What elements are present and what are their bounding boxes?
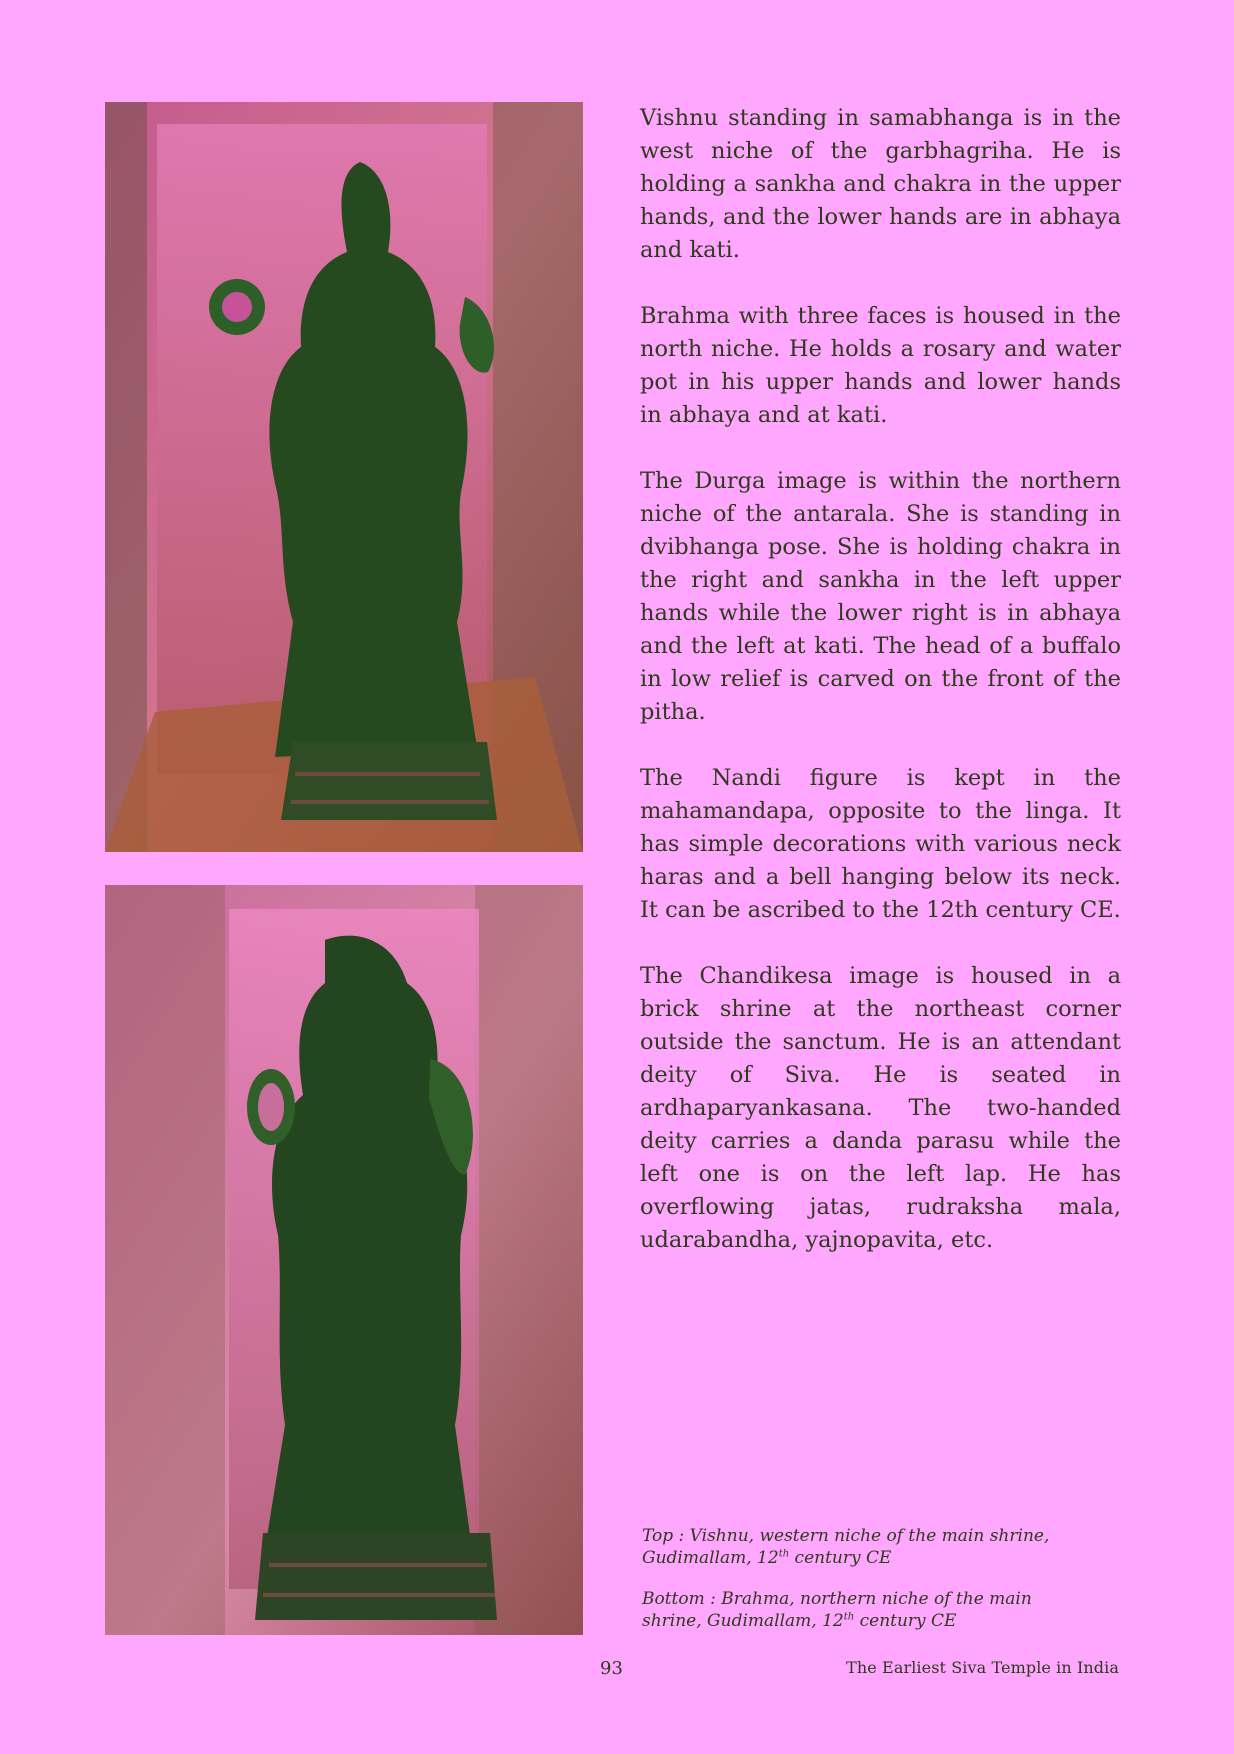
page-number: 93 bbox=[600, 1658, 623, 1679]
paragraph-vishnu: Vishnu standing in samabhanga is in the west niche of the garbhagriha. He is holding a sankha and chakra in the upper hands, and the lower hands are in abhaya and kati. bbox=[640, 105, 1121, 263]
book-title: The Earliest Siva Temple in India bbox=[846, 1658, 1119, 1677]
article-text bbox=[640, 102, 1121, 1290]
vishnu-photo bbox=[105, 102, 583, 852]
paragraph-brahma: Brahma with three faces is housed in the north niche. He holds a rosary and water pot in his upper hands and lower hands in abhaya and at kati. bbox=[640, 303, 1121, 428]
paragraph-durga: The Durga image is within the northern niche of the antarala. She is standing in dvibhanga pose. She is holding chakra in the right and sankha in the left upper hands while the lower right is in abhaya and the left at kati. The head of a buffalo in low relief is carved on the front of the pitha. bbox=[640, 468, 1121, 725]
vishnu-sculpture-image bbox=[105, 102, 583, 852]
bottom-caption: Bottom : Brahma, northern niche of the main shrine, Gudimallam, 12th century CE bbox=[642, 1589, 1032, 1631]
photo-captions bbox=[642, 1525, 1062, 1651]
paragraph-nandi: The Nandi figure is kept in the mahamandapa, opposite to the linga. It has simple decorations with various neck haras and a bell hanging below its neck. It can be ascribed to the 12th century CE. bbox=[640, 765, 1121, 923]
top-caption: Top : Vishnu, western niche of the main shrine, Gudimallam, 12th century CE bbox=[642, 1526, 1050, 1568]
paragraph-chandikesa: The Chandikesa image is housed in a brick shrine at the northeast corner outside the sanctum. He is an attendant deity of Siva. He is seated in ardhaparyankasana. The two-handed deity carries a danda parasu while the left one is on the left lap. He has overflowing jatas, rudraksha mala, udarabandha, yajnopavita, etc. bbox=[640, 963, 1121, 1253]
brahma-sculpture-image bbox=[105, 885, 583, 1635]
brahma-photo bbox=[105, 885, 583, 1635]
